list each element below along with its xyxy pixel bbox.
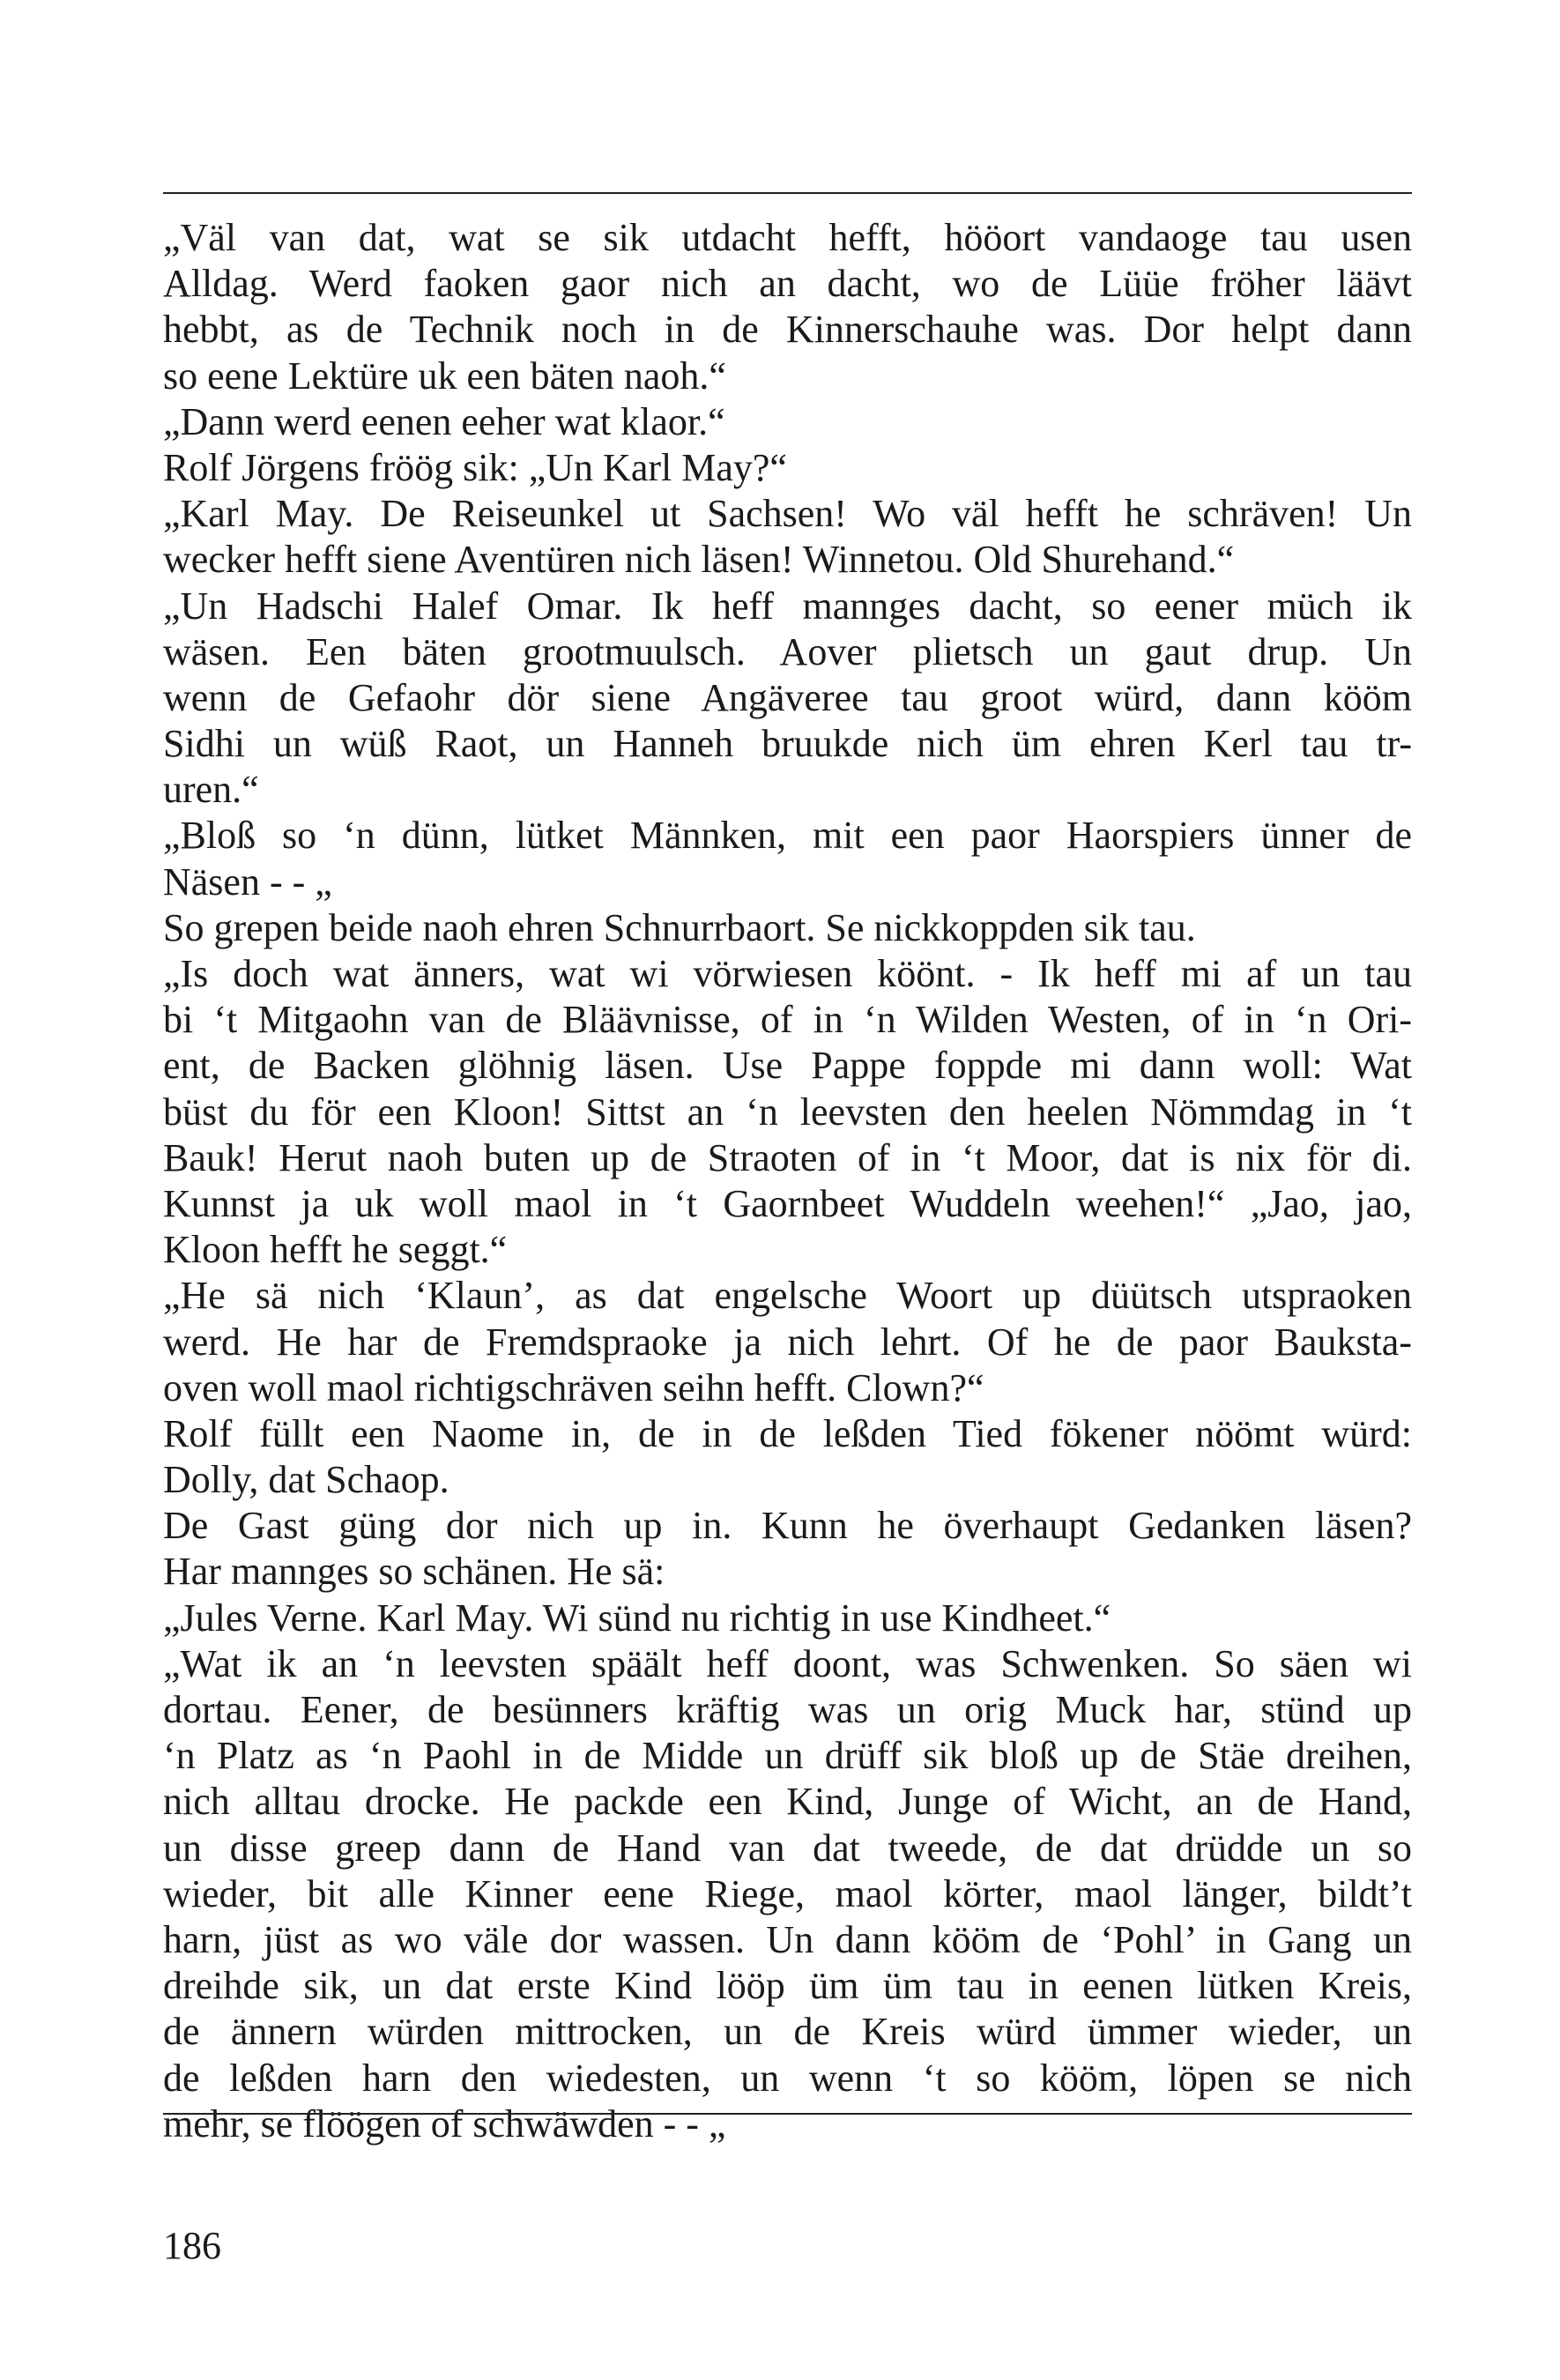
text-line: dortau. Eener, de besünners kräftig was un orig Muck har, stünd up bbox=[163, 1688, 1412, 1731]
text-line: „Dann werd eenen eeher wat klaor.“ bbox=[163, 399, 725, 443]
text-line: „Un Hadschi Halef Omar. Ik heff mannges dacht, so eener müch ik bbox=[163, 584, 1412, 628]
text-line: So grepen beide naoh ehren Schnurrbaort. Se nickkoppden sik tau. bbox=[163, 905, 1196, 949]
text-line: ent, de Backen glöhnig läsen. Use Pappe foppde mi dann woll: Wat bbox=[163, 1044, 1412, 1088]
text-line: hebbt, as de Technik noch in de Kinnerschauhe was. Dor helpt dann bbox=[163, 308, 1412, 352]
text-line: Kloon hefft he seggt.“ bbox=[163, 1228, 508, 1272]
text-line: Dolly, dat Schaop. bbox=[163, 1458, 449, 1502]
text-line: wieder, bit alle Kinner eene Riege, maol körter, maol länger, bildt’t bbox=[163, 1871, 1412, 1915]
text-line: „Bloß so ‘n dünn, lütket Männken, mit een paor Haorspiers ünner de bbox=[163, 814, 1412, 858]
text-line: uren.“ bbox=[163, 768, 259, 812]
text-line: ‘n Platz as ‘n Paohl in de Midde un drüff sik bloß up de Stäe dreihen, bbox=[163, 1734, 1412, 1778]
text-line: Alldag. Werd faoken gaor nich an dacht, wo de Lüüe fröher läävt bbox=[163, 262, 1412, 306]
top-rule bbox=[163, 192, 1412, 194]
text-line: Bauk! Herut naoh buten up de Straoten of in ‘t Moor, dat is nix för di. bbox=[163, 1135, 1412, 1179]
text-line: „Wat ik an ‘n leevsten späält heff doont, was Schwenken. So säen wi bbox=[163, 1641, 1412, 1685]
text-line: „Väl van dat, wat se sik utdacht hefft, hööort vandaoge tau usen bbox=[163, 216, 1412, 259]
body-text bbox=[163, 215, 1412, 2147]
text-line: oven woll maol richtigschräven seihn hefft. Clown?“ bbox=[163, 1365, 984, 1409]
text-line: Näsen - - „ bbox=[163, 859, 332, 904]
text-line: wecker hefft siene Aventüren nich läsen! Winnetou. Old Shurehand.“ bbox=[163, 538, 1235, 582]
text-line: so eene Lektüre uk een bäten naoh.“ bbox=[163, 353, 726, 398]
text-line: mehr, se flöögen of schwäwden - - „ bbox=[163, 2101, 726, 2146]
text-line: „Jules Verne. Karl May. Wi sünd nu richtig in use Kindheet.“ bbox=[163, 1595, 1111, 1640]
text-line: Har mannges so schänen. He sä: bbox=[163, 1550, 665, 1594]
text-line: bi ‘t Mitgaohn van de Bläävnisse, of in ‘n Wilden Westen, of in ‘n Ori- bbox=[163, 998, 1412, 1042]
text-line: Rolf füllt een Naome in, de in de leßden Tied fökener nöömt würd: bbox=[163, 1411, 1412, 1455]
text-line: wenn de Gefaohr dör siene Angäveree tau groot würd, dann kööm bbox=[163, 675, 1412, 719]
text-line: nich alltau drocke. He packde een Kind, Junge of Wicht, an de Hand, bbox=[163, 1780, 1412, 1824]
page-number: 186 bbox=[163, 2224, 221, 2267]
text-line: un disse greep dann de Hand van dat tweede, de dat drüdde un so bbox=[163, 1826, 1412, 1870]
text-line: Sidhi un wüß Raot, un Hanneh bruukde nich üm ehren Kerl tau tr- bbox=[163, 722, 1412, 766]
text-line: dreihde sik, un dat erste Kind lööp üm üm tau in eenen lütken Kreis, bbox=[163, 1964, 1412, 2008]
text-line: Kunnst ja uk woll maol in ‘t Gaornbeet Wuddeln weehen!“ „Jao, jao, bbox=[163, 1181, 1412, 1225]
text-line: „Karl May. De Reiseunkel ut Sachsen! Wo väl hefft he schräven! Un bbox=[163, 492, 1412, 536]
text-line: werd. He har de Fremdspraoke ja nich lehrt. Of he de paor Bauksta- bbox=[163, 1320, 1412, 1364]
text-line: De Gast güng dor nich up in. Kunn he överhaupt Gedanken läsen? bbox=[163, 1504, 1412, 1548]
text-line: de leßden harn den wiedesten, un wenn ‘t so kööm, löpen se nich bbox=[163, 2056, 1412, 2100]
text-line: „He sä nich ‘Klaun’, as dat engelsche Woort up düütsch utspraoken bbox=[163, 1274, 1412, 1318]
text-line: „Is doch wat änners, wat wi vörwiesen köönt. - Ik heff mi af un tau bbox=[163, 952, 1412, 995]
bottom-rule bbox=[163, 2113, 1412, 2115]
text-line: Rolf Jörgens fröög sik: „Un Karl May?“ bbox=[163, 445, 787, 489]
text-line: harn, jüst as wo väle dor wassen. Un dann kööm de ‘Pohl’ in Gang un bbox=[163, 1917, 1412, 1961]
text-line: de ännern würden mittrocken, un de Kreis würd ümmer wieder, un bbox=[163, 2010, 1412, 2054]
text-line: wäsen. Een bäten grootmuulsch. Aover plietsch un gaut drup. Un bbox=[163, 629, 1412, 673]
text-line: büst du för een Kloon! Sittst an ‘n leevsten den heelen Nömmdag in ‘t bbox=[163, 1090, 1412, 1134]
